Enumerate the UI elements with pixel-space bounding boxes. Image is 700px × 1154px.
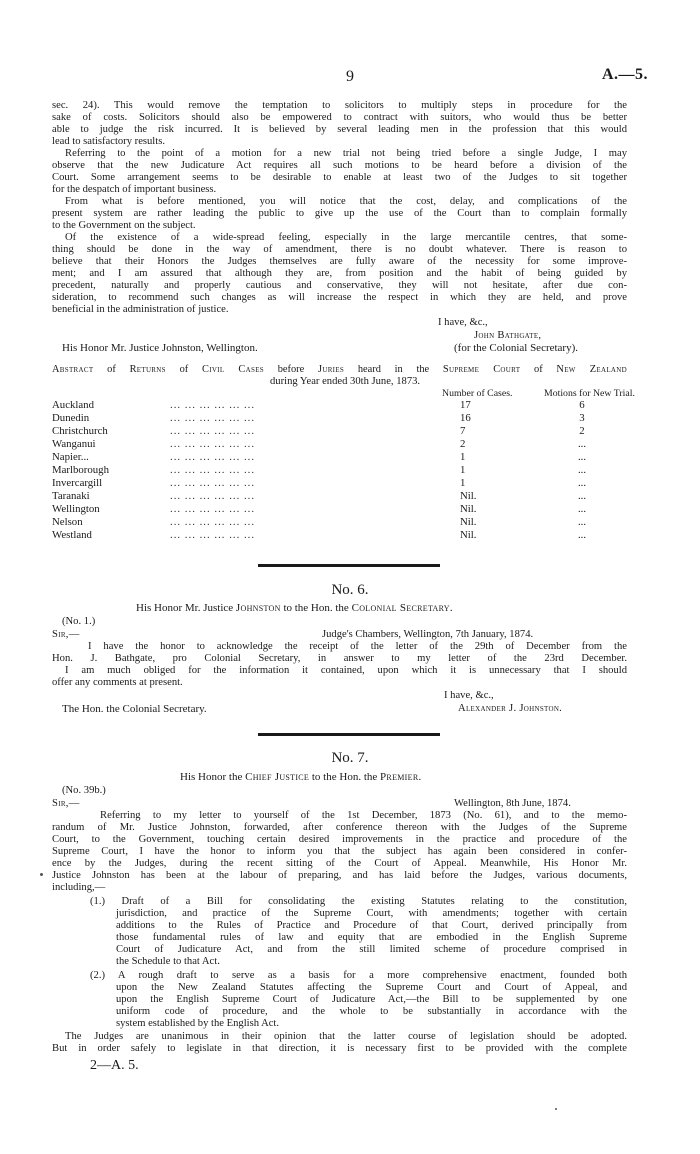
text-line: sideration, to recommend such changes as will increase the respect in which they are held, and prove — [52, 292, 627, 303]
leader-dots: ... ... ... ... ... ... — [170, 464, 256, 476]
signatory-name: John Bathgate, — [474, 330, 542, 341]
section-divider — [258, 733, 440, 736]
motions-value: ... — [577, 464, 587, 476]
text-line: Referring to my letter to yourself of the 1st December, 1873 (No. 61), and to the memo- — [100, 810, 627, 821]
text-line: But in order safely to legislate in that direction, it is necessary first to be provided with the complete — [52, 1043, 627, 1054]
text-line: for the despatch of important business. — [52, 184, 217, 195]
motions-value: ... — [577, 490, 587, 502]
text-line: thing should be done in the way of amendment, there is no doubt whatever. There is reason to — [52, 244, 627, 255]
leader-dots: ... ... ... ... ... ... — [170, 490, 256, 502]
motions-value: ... — [577, 503, 587, 515]
title-part: of — [93, 364, 130, 375]
dateline: Wellington, 8th June, 1874. — [454, 798, 571, 809]
leader-dots: ... ... ... ... ... ... — [170, 425, 256, 437]
table-row — [52, 490, 627, 503]
text-line: Referring to the point of a motion for a new trial not being tried before a single Judge, I may — [65, 148, 627, 159]
closing-formula: I have, &c., — [444, 690, 494, 701]
leader-dots: ... ... ... ... ... ... — [170, 516, 256, 528]
text-line: sec. 24). This would remove the temptation to solicitors to multiply steps in procedure for the — [52, 100, 627, 111]
motions-value: ... — [577, 516, 587, 528]
cases-value: 7 — [460, 425, 466, 437]
text-line: able to judge the risk incurred. It is believed by several leading men in the profession that this would — [52, 124, 627, 135]
title-part: Supreme Court — [442, 364, 521, 375]
title-part: before — [263, 364, 318, 375]
subtitle-part: Colonial Secretary — [351, 602, 450, 614]
place-name: Auckland — [52, 399, 94, 411]
list-item-line: (2.) A rough draft to serve as a basis for a more comprehensive enactment, founded both — [90, 970, 627, 981]
subtitle-part: His Honor the — [180, 771, 246, 783]
list-item-line: Court of Judicature Act, and from the still limited scheme of procedure comprised in — [116, 944, 627, 955]
list-item-line: upon the English Supreme Court of Judicature Act,—the Bill to be supplemented by one — [116, 994, 627, 1005]
place-name: Wellington — [52, 503, 100, 515]
list-item-line: additions to the Rules of Practice and Procedure of that Court, derived principally from — [116, 920, 627, 931]
place-name: Taranaki — [52, 490, 90, 502]
signatory-capacity: (for the Colonial Secretary). — [454, 342, 579, 354]
table-row — [52, 464, 627, 477]
place-name: Napier... — [52, 451, 89, 463]
text-line: The Judges are unanimous in their opinion that the latter course of legislation should be adopted. — [65, 1031, 627, 1042]
place-name: Christchurch — [52, 425, 108, 437]
cases-value: Nil. — [460, 503, 477, 515]
cases-value: 1 — [460, 464, 466, 476]
subtitle-part: . — [449, 602, 453, 614]
leader-dots: ... ... ... ... ... ... — [170, 529, 256, 541]
place-name: Invercargill — [52, 477, 103, 489]
list-item-line: the Schedule to that Act. — [116, 956, 220, 967]
signature-mark: 2—A. 5. — [90, 1058, 139, 1073]
letter-subtitle — [180, 771, 421, 783]
subtitle-part: Johnston — [235, 602, 281, 614]
text-line: beneficial in the administration of justice. — [52, 304, 229, 315]
title-part: of — [165, 364, 202, 375]
table-row — [52, 412, 627, 425]
motions-value: ... — [577, 529, 587, 541]
cases-value: 17 — [460, 399, 471, 411]
column-header-cases: Number of Cases. — [442, 388, 513, 399]
section-heading: No. 6. — [331, 582, 369, 598]
salutation: Sir,— — [52, 798, 80, 809]
list-item-line: system established by the English Act. — [116, 1018, 280, 1029]
dateline: Judge's Chambers, Wellington, 7th January, 1874. — [322, 629, 534, 640]
letter-reference: (No. 1.) — [62, 616, 96, 627]
table-row — [52, 451, 627, 464]
table-row — [52, 477, 627, 490]
title-part: Juries — [318, 364, 345, 375]
table-row — [52, 438, 627, 451]
addressee: The Hon. the Colonial Secretary. — [62, 703, 207, 715]
list-item-line: those fundamental rules of law and equity that are embodied in the English Supreme — [116, 932, 627, 943]
text-line: Court, to the Government, touching certain desired improvements in the practice and procedure of the — [52, 834, 627, 845]
place-name: Westland — [52, 529, 92, 541]
leader-dots: ... ... ... ... ... ... — [170, 438, 256, 450]
addressee: His Honor Mr. Justice Johnston, Wellington. — [62, 342, 258, 354]
subtitle-part: to the Hon. the — [280, 602, 352, 614]
title-part: Civil Cases — [201, 364, 264, 375]
list-item-line: jurisdiction, and practice of the Supreme Court, with amendments; together with certain — [116, 908, 627, 919]
subtitle-part: Premier — [380, 771, 419, 783]
text-line: precedent, naturally and properly cautious and conservative, they will not hesitate, after due con- — [52, 280, 627, 291]
text-line: present system are rather leading the public to give up the use of the Court than to complain formally — [52, 208, 627, 219]
motions-value: 3 — [579, 412, 585, 424]
letter-reference: (No. 39b.) — [62, 785, 106, 796]
motions-value: ... — [577, 477, 587, 489]
title-part: New Zealand — [556, 364, 627, 375]
list-item-line: upon the New Zealand Statutes affecting the Supreme Court and Court of Appeal, and — [116, 982, 627, 993]
text-line: randum of Mr. Justice Johnston, forwarded, after conference thereon with the Judges of the Supreme — [52, 822, 627, 833]
text-line: to the Government on the subject. — [52, 220, 196, 231]
page-number: 9 — [346, 68, 354, 85]
table-row — [52, 516, 627, 529]
text-line: Justice Johnston has been at the labour of preparing, and has laid before the Judges, various documents, — [52, 870, 627, 881]
leader-dots: ... ... ... ... ... ... — [170, 477, 256, 489]
table-row — [52, 425, 627, 438]
subtitle-part: Chief Justice — [245, 771, 310, 783]
subtitle-part: to the Hon. the — [309, 771, 381, 783]
table-row — [52, 529, 627, 542]
motions-value: 2 — [579, 425, 585, 437]
section-divider — [258, 564, 440, 567]
place-name: Nelson — [52, 516, 83, 528]
paper-reference: A.—5. — [601, 66, 648, 83]
motions-value: ... — [577, 438, 587, 450]
table-row — [52, 399, 627, 412]
list-item-line: uniform code of procedure, and the whole to be substantially in accordance with the — [116, 1006, 627, 1017]
text-line: lead to satisfactory results. — [52, 136, 165, 147]
title-part: heard in the — [344, 364, 443, 375]
text-line: ence by the Judges, during the recent sitting of the Court of Appeal. Meanwhile, His Honor Mr. — [52, 858, 627, 869]
text-line: Hon. J. Bathgate, pro Colonial Secretary, in answer to my letter of the 23rd December. — [52, 653, 627, 664]
text-line: Supreme Court, I have the honor to inform you that the subject has again been considered in confer- — [52, 846, 627, 857]
text-line: believe that their Honors the Judges themselves are fully aware of the necessity for some improve- — [52, 256, 627, 267]
text-line: ment; and I am assured that although they are, from position and the habit of being guided by — [52, 268, 627, 279]
title-part: Abstract — [52, 364, 94, 375]
list-item-line: (1.) Draft of a Bill for consolidating the existing Statutes relating to the constitution, — [90, 896, 627, 907]
text-line: offer any comments at present. — [52, 677, 183, 688]
salutation: Sir,— — [52, 629, 80, 640]
text-line: including,— — [52, 882, 106, 893]
leader-dots: ... ... ... ... ... ... — [170, 412, 256, 424]
text-line: From what is before mentioned, you will notice that the cost, delay, and complications of the — [65, 196, 627, 207]
title-part: Returns — [129, 364, 166, 375]
leader-dots: ... ... ... ... ... ... — [170, 399, 256, 411]
text-line: observe that the new Judicature Act requires all such motions to be heard before a division of the — [52, 160, 627, 171]
title-part: of — [520, 364, 557, 375]
motions-value: ... — [577, 451, 587, 463]
cases-value: Nil. — [460, 516, 477, 528]
leader-dots: ... ... ... ... ... ... — [170, 503, 256, 515]
cases-value: 16 — [460, 412, 471, 424]
text-line: Court. Some arrangement seems to be desirable to enable at least two of the Judges to sit together — [52, 172, 627, 183]
cases-value: 1 — [460, 477, 466, 489]
text-line: Of the existence of a wide-spread feeling, especially in the large mercantile centres, that some- — [65, 232, 627, 243]
table-title — [52, 364, 627, 376]
table-row — [52, 503, 627, 516]
cases-value: Nil. — [460, 490, 477, 502]
section-heading: No. 7. — [331, 750, 369, 766]
letter-subtitle — [136, 602, 453, 614]
table-subtitle: during Year ended 30th June, 1873. — [270, 376, 421, 387]
place-name: Dunedin — [52, 412, 90, 424]
subtitle-part: . — [418, 771, 422, 783]
text-line: sake of costs. Solicitors should also be empowered to contract with suitors, who would thus be better — [52, 112, 627, 123]
cases-value: 1 — [460, 451, 466, 463]
cases-value: 2 — [460, 438, 466, 450]
cases-value: Nil. — [460, 529, 477, 541]
place-name: Marlborough — [52, 464, 109, 476]
signatory-name: Alexander J. Johnston. — [458, 703, 563, 714]
text-line: I am much obliged for the information it contained, upon which it is unnecessary that I should — [65, 665, 627, 676]
column-header-motions: Motions for New Trial. — [544, 388, 635, 399]
scan-speck — [40, 873, 43, 876]
closing-formula: I have, &c., — [438, 317, 488, 328]
scan-speck — [555, 1108, 557, 1110]
place-name: Wanganui — [52, 438, 96, 450]
text-line: I have the honor to acknowledge the receipt of the letter of the 29th of December from the — [88, 641, 627, 652]
leader-dots: ... ... ... ... ... ... — [170, 451, 256, 463]
motions-value: 6 — [579, 399, 585, 411]
subtitle-part: His Honor Mr. Justice — [136, 602, 236, 614]
